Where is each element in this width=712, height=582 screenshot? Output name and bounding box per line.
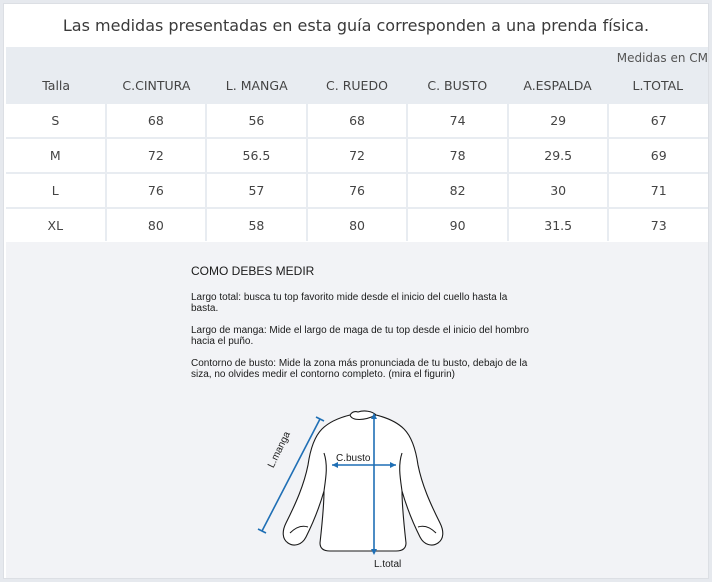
table-cell: 56	[207, 104, 306, 137]
table-row	[6, 139, 708, 172]
table-cell: 78	[408, 139, 507, 172]
table-cell: 68	[107, 104, 206, 137]
guide-title: Las medidas presentadas en esta guía corresponden a una prenda física.	[4, 4, 708, 47]
table-cell: XL	[6, 209, 105, 242]
units-note: Medidas en CM	[616, 51, 708, 65]
sleeve-length-label: L.manga	[266, 430, 293, 470]
table-cell: 71	[609, 174, 708, 207]
table-cell: 29	[509, 104, 608, 137]
garment-figure	[246, 407, 446, 577]
column-header: A.ESPALDA	[523, 78, 592, 93]
table-cell: 80	[107, 209, 206, 242]
table-cell: 29.5	[509, 139, 608, 172]
table-cell: 31.5	[509, 209, 608, 242]
table-row	[6, 209, 708, 242]
table-cell: 73	[609, 209, 708, 242]
table-cell: S	[6, 104, 105, 137]
table-cell: 68	[308, 104, 407, 137]
table-cell: 82	[408, 174, 507, 207]
table-cell: 74	[408, 104, 507, 137]
table-header-row	[6, 72, 708, 100]
guide-paragraph-sleeve-length: Largo de manga: Mide el largo de maga de tu top desde el inicio del hombro hacia el puño.	[191, 325, 529, 347]
table-cell: 30	[509, 174, 608, 207]
size-table	[6, 47, 708, 241]
table-cell: M	[6, 139, 105, 172]
table-cell: 90	[408, 209, 507, 242]
column-header: Talla	[42, 78, 71, 93]
total-length-label: L.total	[374, 559, 402, 570]
table-row	[6, 104, 708, 137]
table-cell: 72	[107, 139, 206, 172]
guide-heading: COMO DEBES MEDIR	[191, 264, 315, 278]
table-cell: 76	[308, 174, 407, 207]
guide-text	[191, 264, 531, 391]
top-outline	[283, 411, 443, 551]
table-cell: 80	[308, 209, 407, 242]
column-header: L.TOTAL	[632, 78, 684, 93]
table-cell: 56.5	[207, 139, 306, 172]
table-cell: L	[6, 174, 105, 207]
table-cell: 58	[207, 209, 306, 242]
column-header: C.CINTURA	[122, 78, 191, 93]
guide-paragraph-total-length: Largo total: busca tu top favorito mide desde el inicio del cuello hasta la basta.	[191, 292, 508, 314]
table-cell: 67	[609, 104, 708, 137]
table-cell: 57	[207, 174, 306, 207]
column-header: C. RUEDO	[326, 78, 388, 93]
bust-label: C.busto	[336, 453, 371, 464]
measuring-guide	[6, 242, 708, 578]
column-header: L. MANGA	[225, 78, 288, 93]
guide-paragraph-bust: Contorno de busto: Mide la zona más pronunciada de tu busto, debajo de la siza, no olvides medir el contorno completo. (mira el figurin)	[191, 358, 528, 380]
column-header: C. BUSTO	[427, 78, 488, 93]
table-cell: 76	[107, 174, 206, 207]
garment-illustration	[246, 407, 446, 577]
table-cell: 72	[308, 139, 407, 172]
table-cell: 69	[609, 139, 708, 172]
table-row	[6, 174, 708, 207]
size-guide-panel	[3, 3, 709, 579]
